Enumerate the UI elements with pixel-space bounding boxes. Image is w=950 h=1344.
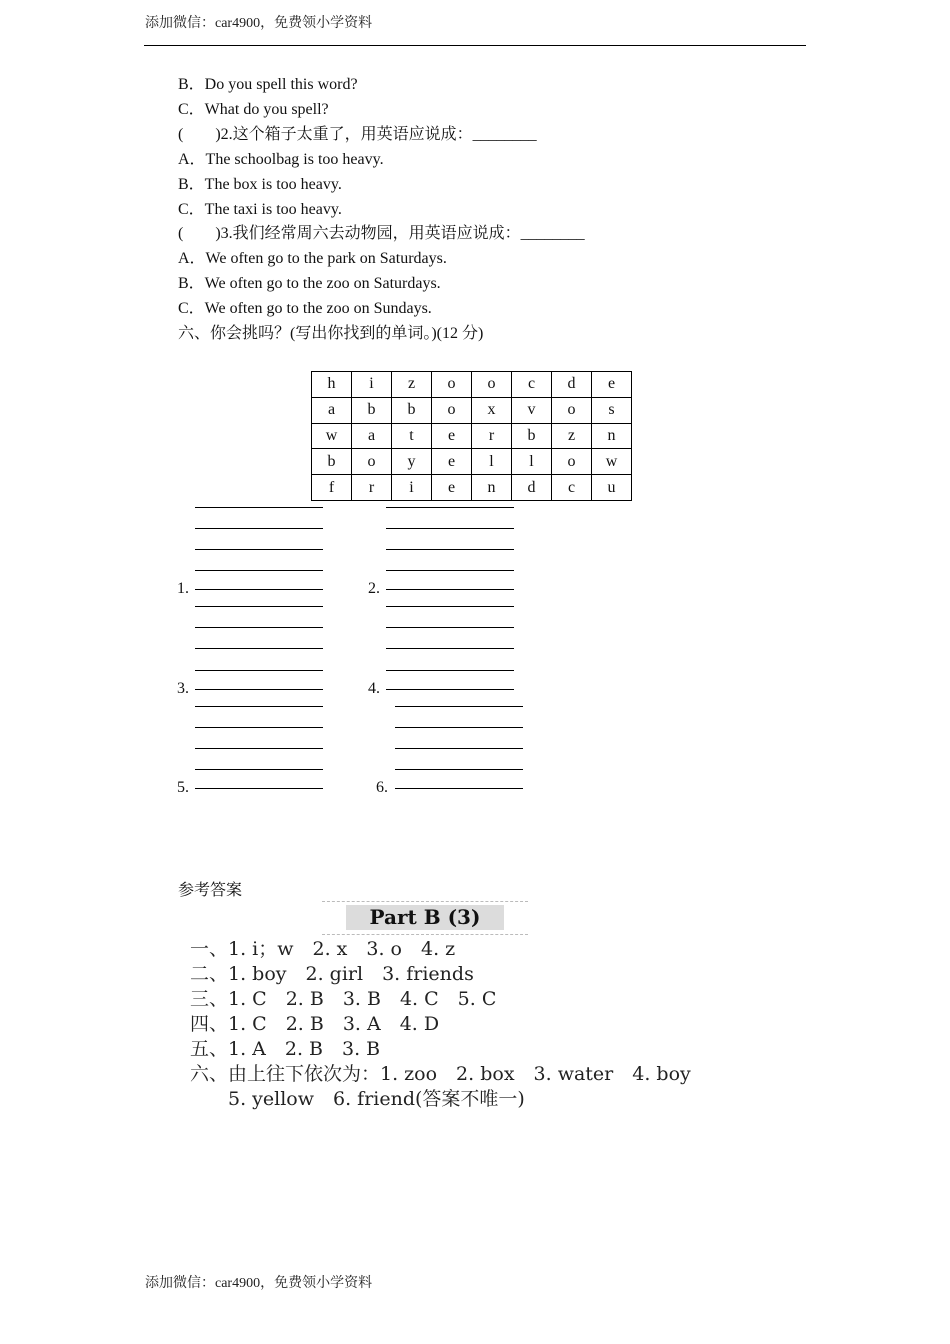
answer-line: 一、1. i；w 2. x 3. o 4. z [190,938,456,960]
grid-cell: v [512,397,552,423]
grid-cell: e [432,449,472,475]
grid-cell: e [432,423,472,449]
writing-line [395,727,523,728]
grid-cell: r [472,423,512,449]
writing-line [195,670,323,671]
grid-cell: w [312,423,352,449]
option-text: C．What do you spell? [178,101,329,118]
page-footer: 添加微信：car4900，免费领小学资料 [145,1276,373,1291]
question-3: ( )3.我们经常周六去动物园，用英语应说成：________ [178,225,585,242]
writing-line [195,549,323,550]
writing-line [195,570,323,571]
option-text: B．We often go to the zoo on Saturdays. [178,275,441,292]
grid-cell: w [592,449,632,475]
blank-number: 5. [177,779,189,796]
grid-cell: h [312,372,352,398]
writing-line [395,769,523,770]
writing-line [386,670,514,671]
answer-line-6[interactable] [395,788,523,789]
answer-line-2[interactable] [386,589,514,590]
writing-line [386,528,514,529]
blank-number: 6. [376,779,388,796]
answer-line: 三、1. C 2. B 3. B 4. C 5. C [190,988,497,1010]
grid-cell: b [312,449,352,475]
answer-line-1[interactable] [195,589,323,590]
writing-line [395,748,523,749]
writing-line [386,549,514,550]
writing-line [195,706,323,707]
part-label: Part B (3) [346,905,504,930]
answer-line: 五、1. A 2. B 3. B [190,1038,381,1060]
word-search-grid [311,371,632,501]
grid-cell: x [472,397,512,423]
blank-number: 3. [177,680,189,697]
writing-line [195,627,323,628]
header-divider [144,45,806,46]
grid-cell: o [352,449,392,475]
writing-line [195,606,323,607]
grid-cell: o [472,372,512,398]
grid-cell: o [552,397,592,423]
grid-cell: r [352,475,392,501]
grid-cell: i [392,475,432,501]
grid-cell: o [432,397,472,423]
writing-line [386,606,514,607]
grid-cell: e [592,372,632,398]
option-text: B．The box is too heavy. [178,176,342,193]
option-text: C．We often go to the zoo on Sundays. [178,300,432,317]
grid-cell: c [552,475,592,501]
writing-line [195,748,323,749]
grid-cell: n [472,475,512,501]
grid-cell: o [552,449,592,475]
writing-line [386,627,514,628]
grid-cell: f [312,475,352,501]
writing-line [395,706,523,707]
grid-cell: b [352,397,392,423]
part-label-banner [322,901,528,935]
writing-line [195,727,323,728]
grid-cell: n [592,423,632,449]
grid-cell: d [512,475,552,501]
answer-line: 四、1. C 2. B 3. A 4. D [190,1013,440,1035]
writing-line [195,648,323,649]
grid-cell: a [352,423,392,449]
grid-cell: d [552,372,592,398]
grid-cell: t [392,423,432,449]
section-6-heading: 六、你会挑吗？(写出你找到的单词。)(12 分) [178,325,484,342]
writing-line [195,769,323,770]
blank-number: 2. [368,580,380,597]
grid-cell: o [432,372,472,398]
grid-cell: e [432,475,472,501]
option-text: C．The taxi is too heavy. [178,201,342,218]
answer-key-title: 参考答案 [178,882,243,899]
option-text: B．Do you spell this word? [178,76,358,93]
writing-line [386,648,514,649]
page-header: 添加微信：car4900，免费领小学资料 [145,16,373,31]
option-text: A．We often go to the park on Saturdays. [178,250,447,267]
option-text: A．The schoolbag is too heavy. [178,151,384,168]
grid-cell: z [392,372,432,398]
blank-number: 1. [177,580,189,597]
question-2: ( )2.这个箱子太重了，用英语应说成：________ [178,126,537,143]
answer-line-3[interactable] [195,689,323,690]
grid-cell: u [592,475,632,501]
answer-line-4[interactable] [386,689,514,690]
writing-line [386,507,514,508]
grid-cell: l [472,449,512,475]
writing-line [386,570,514,571]
answer-line-5[interactable] [195,788,323,789]
grid-cell: a [312,397,352,423]
writing-line [195,528,323,529]
answer-line: 5. yellow 6. friend(答案不唯一) [190,1088,525,1110]
grid-cell: y [392,449,432,475]
blank-number: 4. [368,680,380,697]
grid-cell: b [512,423,552,449]
answer-line: 二、1. boy 2. girl 3. friends [190,963,474,985]
grid-cell: b [392,397,432,423]
grid-cell: i [352,372,392,398]
grid-cell: s [592,397,632,423]
grid-cell: l [512,449,552,475]
writing-line [195,507,323,508]
grid-cell: z [552,423,592,449]
grid-cell: c [512,372,552,398]
answer-line: 六、由上往下依次为：1. zoo 2. box 3. water 4. boy [190,1063,691,1085]
